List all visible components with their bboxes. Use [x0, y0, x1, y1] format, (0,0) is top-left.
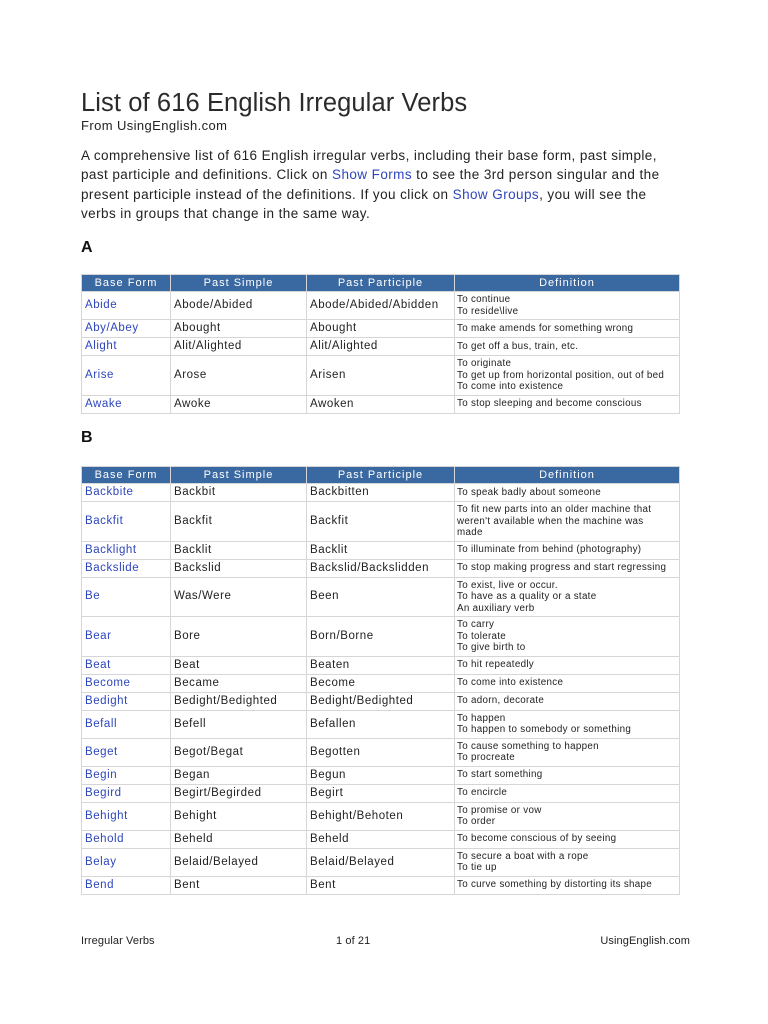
base-form-cell [82, 542, 170, 559]
base-form-link[interactable]: Become [85, 676, 131, 689]
past-simple-cell: Bent [171, 877, 306, 894]
past-participle-cell: Backlit [307, 542, 454, 559]
past-simple-cell: Befell [171, 711, 306, 738]
definition-cell: To start something [455, 767, 679, 784]
base-form-cell [82, 320, 170, 337]
past-participle-cell: Become [307, 675, 454, 692]
intro-text-line: to see the 3rd person singular and the [412, 167, 660, 183]
table-row [82, 356, 679, 395]
definition-cell: To encircle [455, 785, 679, 802]
footer-site-name: UsingEnglish.com [600, 935, 690, 947]
base-form-cell [82, 785, 170, 802]
past-simple-cell: Abode/Abided [171, 292, 306, 319]
past-participle-cell: Befallen [307, 711, 454, 738]
past-participle-cell: Abought [307, 320, 454, 337]
definition-cell: To make amends for something wrong [455, 320, 679, 337]
base-form-cell [82, 849, 170, 876]
base-form-cell [82, 338, 170, 355]
past-participle-cell: Begirt [307, 785, 454, 802]
base-form-link[interactable]: Befall [85, 717, 118, 730]
past-participle-cell: Backfit [307, 502, 454, 541]
table-row [82, 657, 679, 674]
base-form-link[interactable]: Begird [85, 786, 122, 799]
intro-text-line: , you will see the [539, 186, 647, 202]
base-form-cell [82, 396, 170, 413]
definition-cell: To carry To tolerate To give birth to [455, 617, 679, 656]
base-form-cell [82, 560, 170, 577]
past-simple-cell: Began [171, 767, 306, 784]
base-form-cell [82, 484, 170, 501]
past-simple-cell: Beat [171, 657, 306, 674]
base-form-cell [82, 831, 170, 848]
header-past-simple: Past Simple [171, 467, 306, 483]
base-form-cell [82, 767, 170, 784]
table-row [82, 785, 679, 802]
table-row [82, 693, 679, 710]
table-row [82, 502, 679, 541]
section-heading-b: B [81, 429, 93, 446]
definition-cell: To originate To get up from horizontal position, out of bed To come into existence [455, 356, 679, 395]
base-form-cell [82, 356, 170, 395]
base-form-link[interactable]: Aby/Abey [85, 322, 139, 334]
section-heading-a: A [81, 239, 93, 256]
past-simple-cell: Backlit [171, 542, 306, 559]
definition-cell: To cause something to happen To procreate [455, 739, 679, 766]
base-form-link[interactable]: Backfit [85, 514, 124, 527]
past-simple-cell: Awoke [171, 396, 306, 413]
past-participle-cell: Backslid/Backslidden [307, 560, 454, 577]
base-form-cell [82, 675, 170, 692]
past-participle-cell: Abode/Abided/Abidden [307, 292, 454, 319]
past-participle-cell: Arisen [307, 356, 454, 395]
table-row [82, 803, 679, 830]
base-form-cell [82, 877, 170, 894]
base-form-link[interactable]: Bear [85, 629, 112, 642]
header-base-form: Base Form [82, 275, 170, 291]
definition-cell: To speak badly about someone [455, 484, 679, 501]
definition-cell: To secure a boat with a rope To tie up [455, 849, 679, 876]
past-participle-cell: Awoken [307, 396, 454, 413]
header-past-participle: Past Participle [307, 275, 454, 291]
header-definition: Definition [455, 275, 679, 291]
base-form-link[interactable]: Backlight [85, 543, 137, 556]
show-forms-link[interactable]: Show Forms [332, 167, 412, 183]
base-form-cell [82, 657, 170, 674]
base-form-link[interactable]: Arise [85, 368, 114, 381]
definition-cell: To come into existence [455, 675, 679, 692]
intro-text-line: A comprehensive list of 616 English irregular verbs, including their base form, past simple, [81, 148, 657, 163]
past-simple-cell: Abought [171, 320, 306, 337]
base-form-link[interactable]: Alight [85, 340, 118, 352]
page-title: List of 616 English Irregular Verbs [81, 89, 468, 117]
base-form-link[interactable]: Bend [85, 878, 115, 891]
past-participle-cell: Born/Borne [307, 617, 454, 656]
base-form-link[interactable]: Backslide [85, 561, 140, 574]
past-participle-cell: Behight/Behoten [307, 803, 454, 830]
base-form-cell [82, 502, 170, 541]
past-simple-cell: Backfit [171, 502, 306, 541]
base-form-cell [82, 739, 170, 766]
past-participle-cell: Been [307, 578, 454, 617]
base-form-link[interactable]: Behight [85, 809, 128, 822]
definition-cell: To hit repeatedly [455, 657, 679, 674]
base-form-cell [82, 578, 170, 617]
base-form-link[interactable]: Behold [85, 832, 125, 845]
table-row [82, 831, 679, 848]
base-form-link[interactable]: Awake [85, 397, 123, 410]
table-row [82, 877, 679, 894]
table-row [82, 320, 679, 337]
definition-cell: To get off a bus, train, etc. [455, 338, 679, 355]
past-simple-cell: Beheld [171, 831, 306, 848]
footer-page-number: 1 of 21 [336, 935, 371, 947]
base-form-link[interactable]: Belay [85, 855, 117, 868]
table-row [82, 767, 679, 784]
past-simple-cell: Bore [171, 617, 306, 656]
past-participle-cell: Alit/Alighted [307, 338, 454, 355]
definition-cell: To stop sleeping and become conscious [455, 396, 679, 413]
page-subtitle: From UsingEnglish.com [81, 118, 228, 133]
base-form-link[interactable]: Backbite [85, 486, 134, 498]
base-form-cell [82, 693, 170, 710]
base-form-cell [82, 803, 170, 830]
base-form-link[interactable]: Bedight [85, 694, 128, 707]
past-participle-cell: Begun [307, 767, 454, 784]
intro-text-line: present participle instead of the definitions. If you click on [81, 186, 453, 202]
past-simple-cell: Was/Were [171, 578, 306, 617]
past-simple-cell: Belaid/Belayed [171, 849, 306, 876]
table-body [82, 484, 679, 894]
past-participle-cell: Bent [307, 877, 454, 894]
past-simple-cell: Arose [171, 356, 306, 395]
table-row [82, 617, 679, 656]
definition-cell: To exist, live or occur. To have as a quality or a state An auxiliary verb [455, 578, 679, 617]
definition-cell: To fit new parts into an older machine that weren't available when the machine was made [455, 502, 679, 541]
table-header-row [82, 467, 679, 483]
definition-cell: To become conscious of by seeing [455, 831, 679, 848]
past-participle-cell: Belaid/Belayed [307, 849, 454, 876]
past-simple-cell: Bedight/Bedighted [171, 693, 306, 710]
past-participle-cell: Beaten [307, 657, 454, 674]
table-row [82, 560, 679, 577]
past-simple-cell: Became [171, 675, 306, 692]
base-form-link[interactable]: Beat [85, 658, 111, 671]
table-row [82, 338, 679, 355]
header-past-simple: Past Simple [171, 275, 306, 291]
base-form-cell [82, 711, 170, 738]
table-row [82, 292, 679, 319]
past-participle-cell: Backbitten [307, 484, 454, 501]
base-form-link[interactable]: Beget [85, 745, 118, 758]
past-simple-cell: Backslid [171, 560, 306, 577]
past-simple-cell: Begot/Begat [171, 739, 306, 766]
header-base-form: Base Form [82, 467, 170, 483]
table-row [82, 484, 679, 501]
verbs-table-b [81, 466, 680, 895]
past-participle-cell: Beheld [307, 831, 454, 848]
table-row [82, 396, 679, 413]
show-groups-link[interactable]: Show Groups [452, 186, 540, 202]
table-row [82, 711, 679, 738]
base-form-cell [82, 292, 170, 319]
table-header-row [82, 275, 679, 291]
header-definition: Definition [455, 467, 679, 483]
definition-cell: To curve something by distorting its shape [455, 877, 679, 894]
base-form-link[interactable]: Be [85, 590, 101, 603]
footer-document-title: Irregular Verbs [81, 935, 155, 947]
table-row [82, 739, 679, 766]
intro-text-line: past participle and definitions. Click on [81, 167, 333, 183]
definition-cell: To happen To happen to somebody or something [455, 711, 679, 738]
base-form-cell [82, 617, 170, 656]
past-simple-cell: Backbit [171, 484, 306, 501]
past-participle-cell: Begotten [307, 739, 454, 766]
table-row [82, 542, 679, 559]
intro-paragraph [81, 146, 660, 224]
table-row [82, 675, 679, 692]
table-row [82, 849, 679, 876]
past-participle-cell: Bedight/Bedighted [307, 693, 454, 710]
definition-cell: To adorn, decorate [455, 693, 679, 710]
header-past-participle: Past Participle [307, 467, 454, 483]
definition-cell: To continue To reside\live [455, 292, 679, 319]
verbs-table-a [81, 274, 680, 414]
definition-cell: To promise or vow To order [455, 803, 679, 830]
past-simple-cell: Begirt/Begirded [171, 785, 306, 802]
table-row [82, 578, 679, 617]
definition-cell: To stop making progress and start regressing [455, 560, 679, 577]
definition-cell: To illuminate from behind (photography) [455, 542, 679, 559]
table-body [82, 292, 679, 413]
past-simple-cell: Behight [171, 803, 306, 830]
intro-text-line: verbs in groups that change in the same way. [81, 206, 371, 222]
base-form-link[interactable]: Abide [85, 299, 118, 311]
base-form-link[interactable]: Begin [85, 768, 118, 781]
past-simple-cell: Alit/Alighted [171, 338, 306, 355]
